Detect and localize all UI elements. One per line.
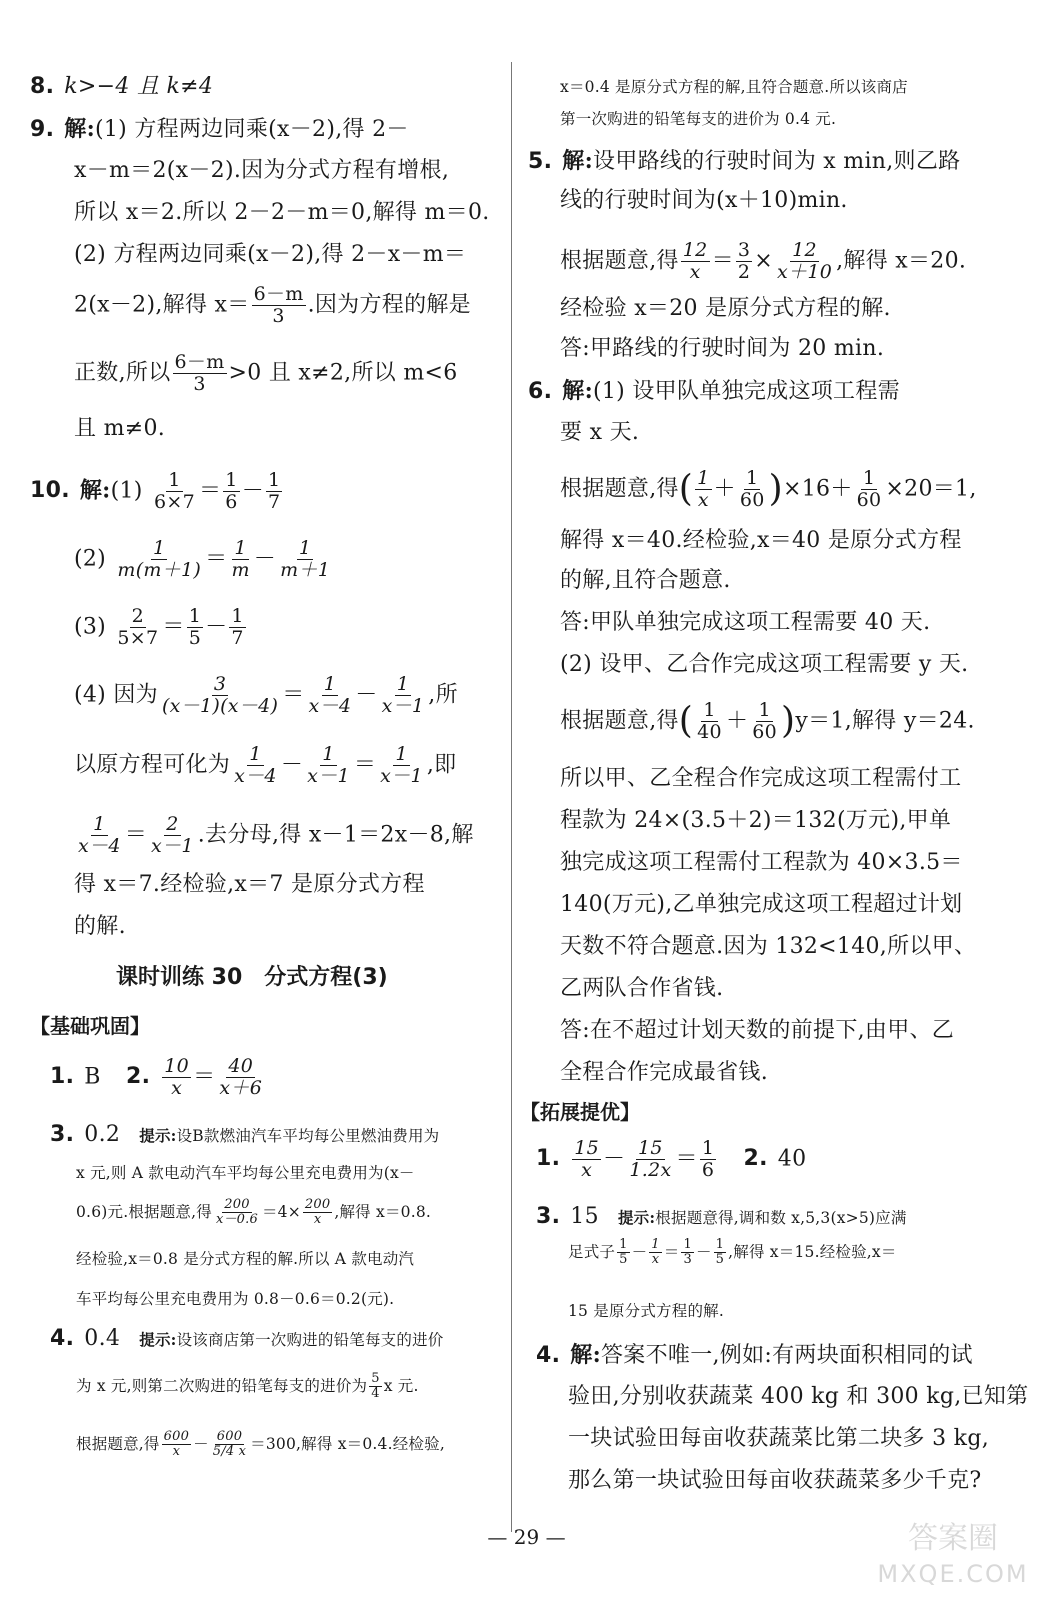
q6-l3a: 根据题意,得 <box>560 476 679 502</box>
q5-line3: 根据题意,得 $\frac{12}{x}$ ＝ $\frac{3}{2}$ × $\frac{12}{x+10}$ ,解得 x＝20. <box>560 239 967 283</box>
e3-l2b: ,解得 x＝15.经检验,x＝ <box>728 1242 897 1261</box>
fraction <box>380 674 427 717</box>
q9-line3: 所以 x＝2.所以 2－2－m＝0,解得 m＝0. <box>74 200 490 225</box>
q1-answer: B <box>84 1064 101 1090</box>
denominator: m <box>231 558 250 581</box>
hint-label: 提示: <box>139 1330 177 1349</box>
denominator: x－1 <box>380 764 423 787</box>
denominator: 3 <box>683 1252 692 1268</box>
fraction <box>681 240 710 283</box>
q4-l3a: 根据题意,得 <box>76 1434 160 1453</box>
q10-line4 <box>30 674 458 717</box>
fraction <box>115 538 203 581</box>
q6-line15: 答:在不超过计划天数的前提下,由甲、乙 <box>560 1018 955 1043</box>
e4-line1 <box>536 1340 973 1371</box>
equals: ＝ <box>193 1064 216 1090</box>
q4-l2b: x 元. <box>383 1376 419 1395</box>
fraction <box>115 606 160 649</box>
numerator: 1 <box>703 699 716 721</box>
numerator: 40 <box>228 1055 254 1077</box>
numerator: 1 <box>701 1137 715 1159</box>
numerator: 1 <box>396 673 410 695</box>
q3-l3b: ,解得 x＝0.8. <box>334 1202 432 1221</box>
q10-p5b: ,即 <box>426 752 457 778</box>
fraction <box>855 468 884 511</box>
denominator: 7 <box>268 490 281 513</box>
fraction <box>627 1138 673 1181</box>
denominator: 4 <box>371 1386 380 1402</box>
equals: ＝ <box>205 546 228 572</box>
part-label: (1) <box>110 478 143 504</box>
minus: － <box>253 546 277 572</box>
q10-lead: 解: <box>79 477 111 504</box>
denominator: x <box>172 1444 181 1460</box>
q10-p4b: ,所 <box>428 682 458 708</box>
fraction <box>232 744 279 787</box>
q6-l8b: y＝1,解得 y＝24. <box>795 708 975 734</box>
equals: ＝ <box>124 822 148 848</box>
q10-line5 <box>30 744 456 787</box>
numerator: 1 <box>298 537 312 559</box>
denominator: x－4 <box>78 834 121 857</box>
q10-line8: 的解. <box>74 914 126 939</box>
q1-q2 <box>50 1056 266 1099</box>
numerator: 1 <box>225 469 238 491</box>
denominator: m(m＋1) <box>117 558 202 581</box>
q9-line7: 且 m≠0. <box>74 416 166 441</box>
numerator: 1 <box>619 1237 628 1252</box>
e4-line4: 那么第一块试验田每亩收获蔬菜多少千克? <box>568 1468 982 1493</box>
q6-l3b: ×20＝1, <box>885 476 977 502</box>
q6-line13: 天数不符合题意.因为 132<140,所以甲、 <box>560 934 977 959</box>
denominator: 1.2x <box>629 1158 672 1181</box>
denominator: x <box>313 1212 322 1228</box>
e4-number: 4. <box>536 1343 561 1368</box>
numerator: 2 <box>131 605 145 627</box>
q10-number: 10. <box>30 478 70 504</box>
q9-number: 9. <box>30 117 55 142</box>
fraction <box>173 352 227 395</box>
fraction <box>572 1138 601 1181</box>
denominator: x <box>689 260 701 283</box>
denominator: 60 <box>752 720 778 743</box>
q6-line2: 要 x 天. <box>560 420 640 445</box>
e3-line3: 15 是原分式方程的解. <box>568 1302 724 1320</box>
q3-l3m: ＝4× <box>261 1202 301 1221</box>
numerator: 1 <box>715 1237 725 1252</box>
fraction <box>162 1056 191 1099</box>
fraction <box>695 700 724 743</box>
denominator: 5 <box>619 1252 628 1268</box>
minus: － <box>695 1242 712 1261</box>
fraction <box>681 1238 693 1268</box>
q3-line2: x 元,则 A 款电动汽车平均每公里充电费用为(x－ <box>76 1164 415 1182</box>
q10-line2 <box>30 538 334 581</box>
denominator: 40 <box>697 720 722 743</box>
fraction <box>736 240 752 283</box>
q4-cont-line1: x＝0.4 是原分式方程的解,且符合题意.所以该商店 <box>560 78 908 96</box>
fraction <box>369 1372 381 1402</box>
minus: － <box>205 614 228 640</box>
fraction <box>266 470 282 513</box>
fraction <box>775 240 834 283</box>
denominator: x－0.6 <box>215 1212 258 1228</box>
denominator: x <box>651 1252 660 1268</box>
q9-line4: (2) 方程两边同乘(x－2),得 2－x－m＝ <box>74 242 467 267</box>
denominator: x－1 <box>381 694 425 717</box>
numerator: 1 <box>651 1237 660 1252</box>
q9-l6b: >0 且 x≠2,所以 m<6 <box>228 360 458 386</box>
q1-number: 1. <box>50 1064 75 1090</box>
denominator: x－4 <box>234 764 277 787</box>
e4-lead: 解: <box>570 1342 601 1368</box>
numerator: 12 <box>792 239 817 261</box>
q5-line1 <box>528 146 960 177</box>
svg-text:MXQE.COM: MXQE.COM <box>877 1560 1029 1588</box>
numerator: 1 <box>153 537 166 559</box>
e3-line2 <box>568 1238 897 1268</box>
denominator: x－1 <box>151 834 194 857</box>
q3-answer: 0.2 <box>84 1122 121 1147</box>
q4-line3 <box>76 1430 445 1460</box>
q4-number: 4. <box>50 1326 75 1351</box>
fraction <box>149 814 196 857</box>
minus: － <box>355 682 378 708</box>
q4-answer: 0.4 <box>84 1326 121 1351</box>
q3-l3a: 0.6)元.根据题意,得 <box>76 1202 212 1221</box>
fraction <box>187 606 203 649</box>
numerator: 1 <box>268 469 281 491</box>
numerator: 200 <box>304 1197 331 1212</box>
q6-line6: 答:甲队单独完成这项工程需要 40 天. <box>560 610 931 635</box>
q6-line1 <box>528 376 900 407</box>
q5-line4: 经检验 x＝20 是原分式方程的解. <box>560 296 891 321</box>
denominator: (x－1)(x－4) <box>161 694 279 717</box>
q9-line1 <box>30 114 409 145</box>
equals: ＝ <box>162 614 185 640</box>
q6-line4: 解得 x＝40.经检验,x＝40 是原分式方程 <box>560 528 962 553</box>
q10-line3 <box>30 606 248 649</box>
e1-number: 1. <box>536 1146 561 1172</box>
q6-line10: 程款为 24×(3.5＋2)＝132(万元),甲单 <box>560 808 952 833</box>
fraction <box>223 470 239 513</box>
denominator: 60 <box>739 488 765 511</box>
q6-line5: 的解,且符合题意. <box>560 568 731 593</box>
fraction <box>229 606 245 649</box>
numerator: 1 <box>746 467 759 489</box>
denominator: m＋1 <box>280 558 331 581</box>
q4-l3b: ＝300,解得 x＝0.4.经检验, <box>250 1434 445 1453</box>
q9-line5 <box>30 284 471 327</box>
fraction <box>229 538 251 581</box>
denominator: x <box>697 488 709 511</box>
q4-line1 <box>50 1324 443 1354</box>
q9-line2: x－m＝2(x－2).因为分式方程有增根, <box>74 158 450 183</box>
minus: － <box>241 478 264 504</box>
denominator: 5 <box>188 626 202 649</box>
fraction <box>211 1430 248 1460</box>
numerator: 600 <box>216 1429 243 1444</box>
fraction <box>617 1238 629 1268</box>
part-label: (2) <box>74 546 107 572</box>
fraction <box>152 470 197 513</box>
q5-l3b: ,解得 x＝20. <box>836 248 967 274</box>
q4-hint-text: 设该商店第一次购进的铅笔每支的进价 <box>176 1331 444 1349</box>
numerator: 1 <box>231 605 244 627</box>
q2-number: 2. <box>126 1064 151 1090</box>
q6-lead: 解: <box>562 378 593 404</box>
denominator: x <box>581 1158 593 1181</box>
fraction <box>303 1198 332 1228</box>
denominator: 5 <box>715 1252 725 1268</box>
fraction <box>278 538 332 581</box>
denominator: 2 <box>737 260 751 283</box>
numerator: 1 <box>323 673 337 695</box>
e3-number: 3. <box>536 1204 561 1229</box>
q10-line6 <box>30 814 474 857</box>
fraction <box>76 814 123 857</box>
q9-text: (1) 方程两边同乘(x－2),得 2－ <box>95 117 409 142</box>
fraction <box>305 744 352 787</box>
denominator: x－1 <box>307 764 350 787</box>
q6-number: 6. <box>528 379 553 404</box>
minus: － <box>603 1146 626 1172</box>
numerator: 1 <box>697 467 710 489</box>
fraction <box>160 674 280 717</box>
numerator: 1 <box>395 743 408 765</box>
fraction <box>162 1430 191 1460</box>
e2-answer: 40 <box>777 1146 807 1172</box>
numerator: 1 <box>322 743 335 765</box>
e3-l2a: 足式子 <box>568 1242 616 1261</box>
q6-line8: 根据题意,得( $\frac{1}{40}$ ＋ $\frac{1}{60}$ )y＝1,解得 y＝24. <box>560 699 975 743</box>
q10-line7: 得 x＝7.经检验,x＝7 是原分式方程 <box>74 872 425 897</box>
q5-lead: 解: <box>562 148 593 174</box>
numerator: 3 <box>213 673 227 695</box>
fraction <box>217 1056 264 1099</box>
q5-line2: 线的行驶时间为(x＋10)min. <box>560 188 848 213</box>
q3-line3 <box>76 1198 431 1228</box>
q6-line7: (2) 设甲、乙合作完成这项工程需要 y 天. <box>560 652 969 677</box>
numerator: 1 <box>683 1237 692 1252</box>
fraction <box>252 284 306 327</box>
q9-line6 <box>30 352 458 395</box>
right-column <box>520 62 1029 1540</box>
q10-p4a: (4) 因为 <box>74 682 158 708</box>
denominator: 5/4 x <box>212 1444 247 1460</box>
numerator: 6－m <box>253 283 304 305</box>
numerator: 10 <box>164 1055 190 1077</box>
q3-number: 3. <box>50 1122 75 1147</box>
numerator: 1 <box>188 605 202 627</box>
watermark-logo <box>863 1512 1043 1592</box>
q9-l5a: 2(x－2),解得 x＝ <box>74 292 250 318</box>
denominator: 6 <box>225 490 238 513</box>
section-title: 课时训练 30 分式方程(3) <box>116 965 388 990</box>
denominator: x＋6 <box>219 1076 263 1099</box>
fraction <box>695 468 711 511</box>
extension-heading: 【拓展提优】 <box>520 1100 640 1124</box>
minus: － <box>193 1434 209 1453</box>
e4-line2: 验田,分别收获蔬菜 400 kg 和 300 kg,已知第 <box>568 1384 1029 1409</box>
q9-lead: 解: <box>64 116 95 142</box>
q6-line3: 根据题意,得( $\frac{1}{x}$ ＋ $\frac{1}{60}$ )×16＋ $\frac{1}{60}$ ×20＝1, <box>560 467 977 511</box>
numerator: 1 <box>862 467 876 489</box>
hint-label: 提示: <box>139 1126 177 1145</box>
q5-l3a: 根据题意,得 <box>560 248 679 274</box>
numerator: 5 <box>371 1371 380 1386</box>
q6-line16: 全程合作完成最省钱. <box>560 1060 768 1085</box>
numerator: 12 <box>682 239 708 261</box>
fraction <box>307 674 354 717</box>
fraction <box>700 1138 716 1181</box>
q3-line4: 经检验,x＝0.8 是分式方程的解.所以 A 款电动汽 <box>76 1250 415 1268</box>
q4-cont-line2: 第一次购进的铅笔每支的进价为 0.4 元. <box>560 110 837 128</box>
denominator: x＋10 <box>777 260 833 283</box>
e1-e2 <box>536 1138 806 1181</box>
q6-line9: 所以甲、乙全程合作完成这项工程需付工 <box>560 766 962 791</box>
fraction <box>214 1198 260 1228</box>
fraction <box>714 1238 726 1268</box>
minus: － <box>631 1242 648 1261</box>
q4-line2 <box>76 1372 419 1402</box>
e3-hint-text: 根据题意得,调和数 x,5,3(x>5)应满 <box>655 1209 907 1227</box>
q6-text: (1) 设甲队单独完成这项工程需 <box>593 379 900 404</box>
denominator: 3 <box>193 372 206 395</box>
q8-answer: k>−4 且 k≠4 <box>64 74 214 99</box>
denominator: x－4 <box>308 694 352 717</box>
q3-line5: 车平均每公里充电费用为 0.8－0.6＝0.2(元). <box>76 1290 395 1308</box>
equals: ＝ <box>353 752 377 778</box>
q8 <box>30 72 213 102</box>
q6-line14: 乙两队合作省钱. <box>560 976 724 1001</box>
q6-line11: 独完成这项工程需付工程款为 40×3.5＝ <box>560 850 963 875</box>
fraction <box>649 1238 661 1268</box>
equals: ＝ <box>675 1146 698 1172</box>
q5-number: 5. <box>528 149 553 174</box>
q5-line5: 答:甲路线的行驶时间为 20 min. <box>560 336 885 361</box>
equals: ＝ <box>663 1242 680 1261</box>
equals: ＝ <box>282 682 305 708</box>
numerator: 15 <box>574 1137 600 1159</box>
q4-l2a: 为 x 元,则第二次购进的铅笔每支的进价为 <box>76 1376 368 1395</box>
equals: ＝ <box>711 248 734 274</box>
left-column <box>30 62 506 1540</box>
fraction <box>738 468 767 511</box>
numerator: 15 <box>638 1137 663 1159</box>
q6-l8a: 根据题意,得 <box>560 708 679 734</box>
q10-line1 <box>30 470 284 513</box>
q8-number: 8. <box>30 74 55 99</box>
numerator: 1 <box>758 699 771 721</box>
numerator: 200 <box>224 1197 250 1212</box>
fraction <box>378 744 425 787</box>
q10-p5a: 以原方程可化为 <box>74 752 231 778</box>
numerator: 600 <box>163 1429 190 1444</box>
numerator: 2 <box>166 813 179 835</box>
denominator: 60 <box>856 488 882 511</box>
page-number: — 29 — <box>487 1525 566 1549</box>
numerator: 1 <box>234 537 247 559</box>
hint-label: 提示: <box>617 1208 656 1227</box>
denominator: 6×7 <box>153 490 195 513</box>
e3-line1 <box>536 1202 907 1232</box>
q3-line1 <box>50 1120 439 1150</box>
column-divider <box>511 62 512 1532</box>
e4-line3: 一块试验田每亩收获蔬菜比第二块多 3 kg, <box>568 1426 989 1451</box>
numerator: 3 <box>737 239 751 261</box>
e4-text: 答案不唯一,例如:有两块面积相同的试 <box>601 1343 973 1368</box>
q3-hint-text: 设B款燃油汽车平均每公里燃油费用为 <box>176 1127 440 1145</box>
numerator: 6－m <box>174 351 225 373</box>
denominator: 5×7 <box>117 626 159 649</box>
fraction <box>750 700 779 743</box>
numerator: 1 <box>249 743 262 765</box>
numerator: 1 <box>93 813 106 835</box>
svg-text:答案圈: 答案圈 <box>908 1521 998 1556</box>
numerator: 1 <box>168 469 181 491</box>
denominator: 3 <box>272 304 285 327</box>
e2-number: 2. <box>743 1146 768 1172</box>
part-label: (3) <box>74 614 107 640</box>
q9-l5b: .因为方程的解是 <box>307 292 471 318</box>
minus: － <box>280 752 304 778</box>
equals: ＝ <box>198 478 222 504</box>
q5-text: 设甲路线的行驶时间为 x min,则乙路 <box>593 149 961 174</box>
denominator: x <box>171 1076 183 1099</box>
q6-line12: 140(万元),乙单独完成这项工程超过计划 <box>560 892 963 917</box>
basic-heading: 【基础巩固】 <box>30 1014 150 1038</box>
q6-l3m: ×16＋ <box>783 476 853 502</box>
q9-l6a: 正数,所以 <box>74 360 171 386</box>
denominator: 7 <box>231 626 244 649</box>
e3-answer: 15 <box>570 1204 599 1229</box>
q10-p6b: .去分母,得 x－1＝2x－8,解 <box>197 822 474 848</box>
denominator: 6 <box>701 1158 715 1181</box>
